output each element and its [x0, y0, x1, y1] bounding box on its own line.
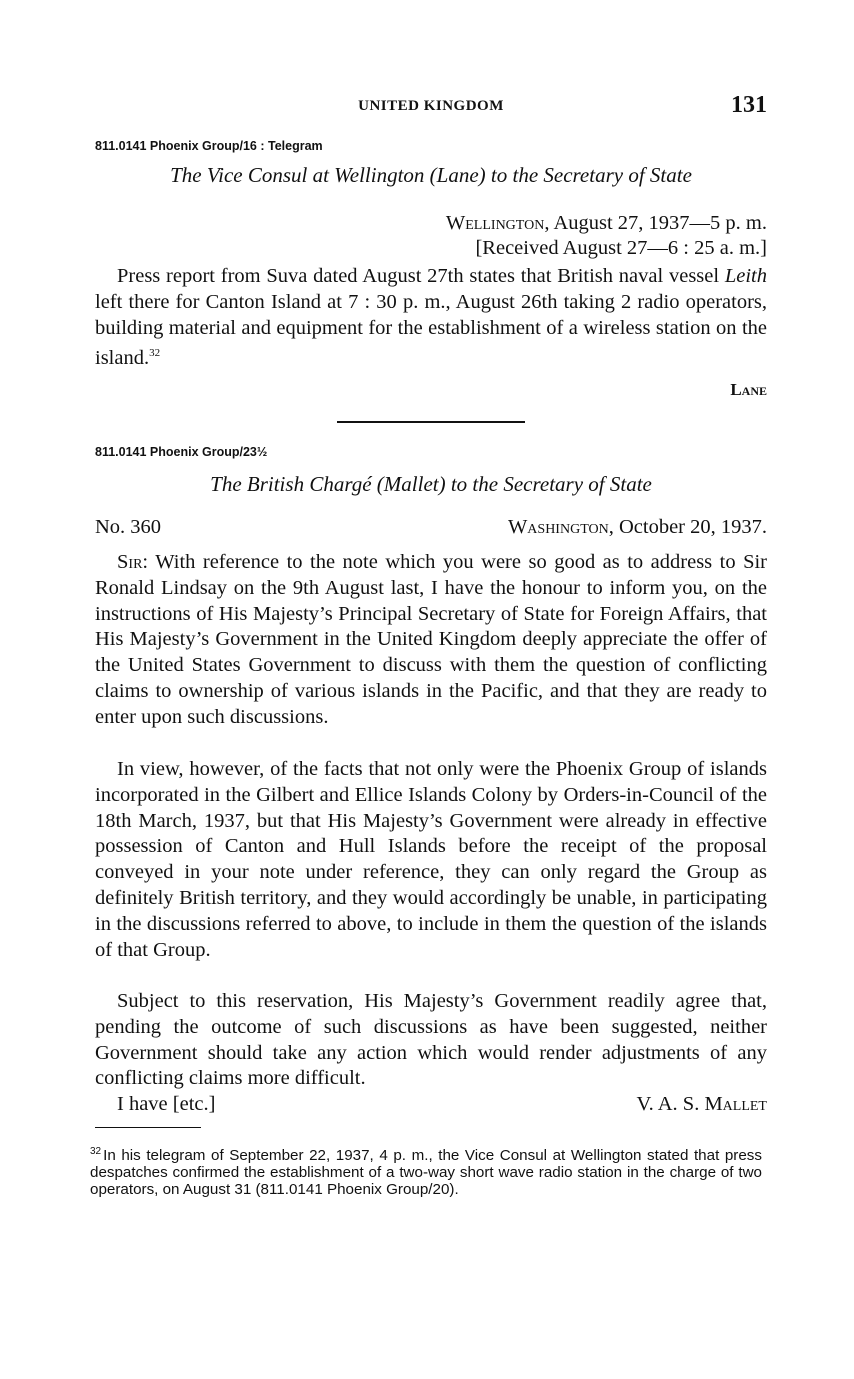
caption-text: ) to the Secretary of State: [438, 472, 652, 496]
salutation: Sir: [117, 551, 143, 573]
closing-row: [95, 1093, 767, 1119]
footnote-reference: 32: [149, 347, 161, 360]
page-header: [95, 92, 767, 126]
file-reference-1: 811.0141 Phoenix Group/16 : Telegram: [95, 139, 323, 153]
caption-name: Mallet: [383, 472, 439, 496]
dateline-place: Wellington: [445, 212, 545, 234]
paragraph-text: : With reference to the note which you were so good as to address to Sir Ronald Lindsay on the 9th August last, I have the honour to inform you, on the instructions of His Majesty’s Principal Secretary of State for Foreign Affairs, that His Majesty’s Government in the United Kingdom deeply appreciate the offer of the United States Government to discuss with them the question of conflicting claims to ownership of various islands in the Pacific, and that they are ready to enter upon such discussions.: [95, 551, 767, 728]
footnote: [90, 1144, 762, 1198]
telegram-body: [95, 264, 767, 372]
closing-phrase: I have [etc.]: [117, 1093, 216, 1115]
running-head: UNITED KINGDOM: [358, 98, 504, 114]
letter-paragraph-2: [95, 757, 767, 963]
caption-text: The British Chargé (: [210, 472, 384, 496]
caption-text: The Vice Consul at Wellington (: [170, 163, 437, 187]
footnote-text: In his telegram of September 22, 1937, 4 p. m., the Vice Consul at Wellington stated that press despatches confirmed the establishment of a two-way short wave radio station in the charge of two operators, on August 31 (811.0141 Phoenix Group/20).: [90, 1147, 762, 1198]
body-text: Press report from Suva dated August 27th states that British naval vessel: [117, 265, 725, 287]
dateline-2: [508, 516, 767, 539]
received-line: [Received August 27—6 : 25 a. m.]: [475, 237, 767, 259]
letter-paragraph-3: [95, 989, 767, 1092]
dateline-place: Washington: [507, 516, 609, 538]
document-header-row: [95, 516, 767, 542]
file-reference-2: 811.0141 Phoenix Group/23½: [95, 445, 268, 459]
dateline-1: [446, 212, 767, 235]
document-caption-2: [95, 472, 767, 497]
dateline-date: , October 20, 1937.: [608, 516, 767, 538]
document-number: No. 360: [95, 516, 162, 538]
signer-name: V. A. S. Mallet: [636, 1093, 767, 1115]
page-number: 131: [731, 92, 767, 118]
footnote-divider: [95, 1127, 201, 1128]
vessel-name: Leith: [724, 265, 767, 287]
letter-paragraph-1: [95, 550, 767, 731]
dateline-date: , August 27, 1937—5 p. m.: [544, 212, 767, 234]
caption-text: ) to the Secretary of State: [478, 163, 692, 187]
caption-name: Lane: [436, 163, 479, 187]
section-divider: [337, 421, 525, 423]
paragraph-text: In view, however, of the facts that not only were the Phoenix Group of islands incorporated in the Gilbert and Ellice Islands Colony by Orders-in-Council of the 18th March, 1937, but that His Majesty’s Government were already in effective possession of Canton and Hull Islands before the receipt of the proposal conveyed in your note under reference, they can only regard the Group as definitely British territory, and they would accordingly be unable, in participating in the discussions referred to above, to include in them the question of the islands of that Group.: [95, 758, 767, 961]
paragraph-text: Subject to this reservation, His Majesty’s Government readily agree that, pending the outcome of such discussions as have been suggested, neither Government should take any action which would render adjustments of any conflicting claims more difficult.: [95, 990, 767, 1090]
document-caption-1: [95, 163, 767, 188]
signature-1: Lane: [730, 380, 767, 399]
footnote-mark: 32: [90, 1146, 102, 1157]
body-text: left there for Canton Island at 7 : 30 p. m., August 26th taking 2 radio operators, building material and equipment for the establishment of a wireless station on the island.: [95, 290, 767, 370]
